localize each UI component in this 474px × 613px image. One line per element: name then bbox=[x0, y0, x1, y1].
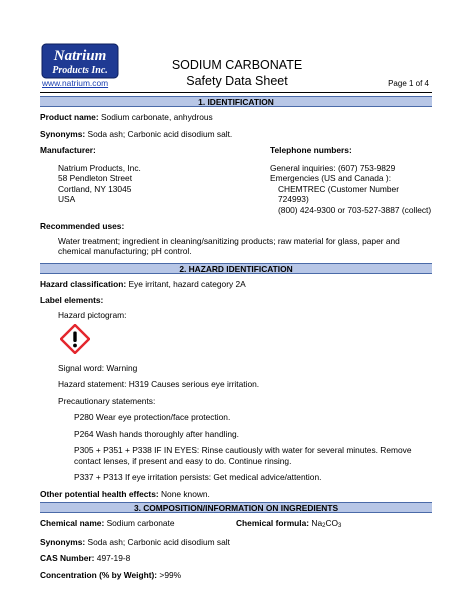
contact-block bbox=[40, 163, 432, 216]
section-3-heading: 3. COMPOSITION/INFORMATION ON INGREDIENTS bbox=[40, 502, 432, 513]
manufacturer-address: Natrium Products, Inc. 58 Pendleton Street Cortland, NY 13045 USA bbox=[58, 162, 141, 204]
product-name: Product name: Sodium carbonate, anhydrous bbox=[40, 112, 213, 122]
chemical-formula: Chemical formula: $Na_2CO_3$ bbox=[236, 518, 342, 529]
manufacturer-label: Manufacturer: bbox=[40, 145, 96, 155]
other-health-effects: Other potential health effects: None known. bbox=[40, 488, 210, 499]
header-rule bbox=[40, 92, 432, 93]
logo-text-natrium: Natrium bbox=[53, 48, 107, 64]
precaution-p337: P337 + P313 If eye irritation persists: Get medical advice/attention. bbox=[74, 472, 322, 482]
exclamation-mark-icon bbox=[60, 324, 90, 354]
website-link[interactable]: www.natrium.com bbox=[42, 78, 109, 88]
chemical-name: Chemical name: Sodium carbonate bbox=[40, 518, 175, 528]
chemical-name-row bbox=[40, 518, 432, 531]
hazard-statement: Hazard statement: H319 Causes serious eye irritation. bbox=[58, 379, 260, 389]
precaution-p264: P264 Wash hands thoroughly after handling. bbox=[74, 428, 239, 439]
section-2-heading: 2. HAZARD IDENTIFICATION bbox=[40, 263, 432, 274]
recommended-uses-text: Water treatment; ingredient in cleaning/sanitizing products; raw material for glass, paper and chemical manufacturing; pH control. bbox=[58, 235, 400, 256]
concentration: Concentration (% by Weight): >99% bbox=[40, 569, 182, 580]
telephone-numbers: General inquiries: (607) 753-9829 Emergencies (US and Canada ): CHEMTREC (Customer Number 724993) (800) 424-9300 or 703-527-3887 (collect) bbox=[270, 162, 432, 215]
hazard-classification: Hazard classification: Eye irritant, hazard category 2A bbox=[40, 278, 246, 289]
telephone-label: Telephone numbers: bbox=[270, 145, 352, 155]
section-1-heading: 1. IDENTIFICATION bbox=[40, 96, 432, 107]
logo-text-products: Products Inc. bbox=[52, 65, 108, 76]
manufacturer-telephone-row bbox=[40, 145, 432, 156]
cas-number: CAS Number: 497-19-8 bbox=[40, 553, 131, 563]
section-3-synonyms: Synonyms: Soda ash; Carbonic acid disodium salt bbox=[40, 536, 230, 547]
document-title: SODIUM CARBONATE bbox=[171, 58, 303, 72]
label-elements: Label elements: bbox=[40, 295, 104, 305]
precautionary-label: Precautionary statements: bbox=[58, 395, 156, 406]
precaution-p305: P305 + P351 + P338 IF IN EYES: Rinse cautiously with water for several minutes. Remove contact lenses, if present and easy to do. Continue rinsing. bbox=[74, 445, 412, 466]
recommended-uses-label: Recommended uses: bbox=[40, 221, 125, 231]
sds-content bbox=[40, 96, 432, 586]
page-number: Page 1 of 4 bbox=[388, 79, 429, 88]
signal-word: Signal word: Warning bbox=[58, 362, 138, 373]
synonyms: Synonyms: Soda ash; Carbonic acid disodium salt. bbox=[40, 128, 233, 139]
document-subtitle: Safety Data Sheet bbox=[186, 74, 288, 88]
precaution-p280: P280 Wear eye protection/face protection. bbox=[74, 412, 231, 422]
hazard-pictogram-label: Hazard pictogram: bbox=[58, 309, 127, 320]
